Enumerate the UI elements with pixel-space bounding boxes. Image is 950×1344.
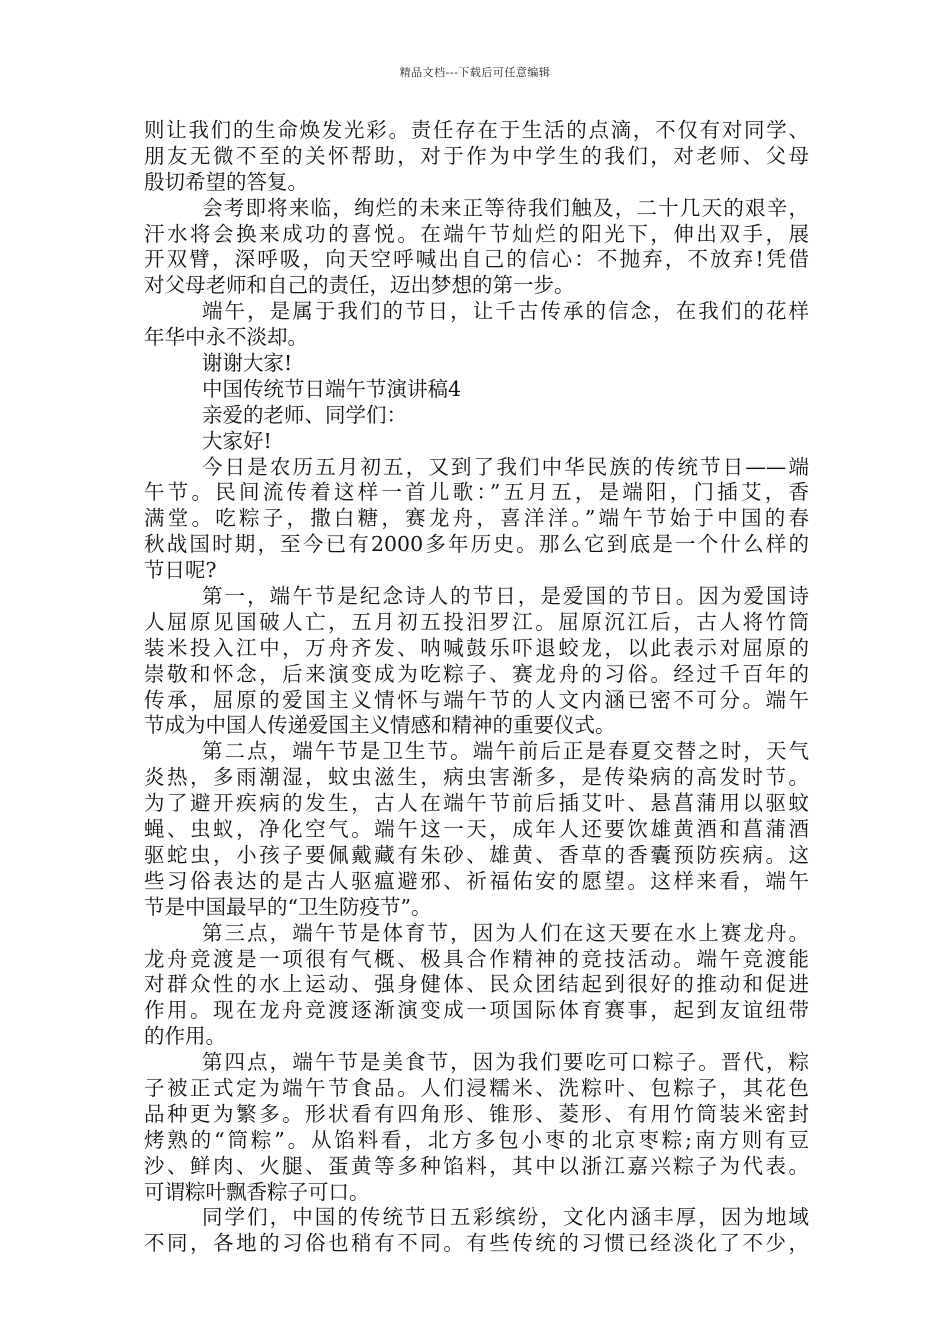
text-line: 驱蛇虫，小孩子要佩戴藏有朱砂、雄黄、香草的香囊预防疾病。这 [144,842,809,867]
text-line: 秋战国时期，至今已有2000多年历史。那么它到底是一个什么样的 [144,532,809,557]
text-line: 人屈原见国破人亡，五月初五投汨罗江。屈原沉江后，古人将竹筒 [144,609,809,634]
text-line: 作用。现在龙舟竞渡逐渐演变成一项国际体育赛事，起到友谊纽带 [144,998,809,1023]
text-line: 为了避开疾病的发生，古人在端午节前后插艾叶、悬菖蒲用以驱蚊 [144,791,809,816]
text-line: 第三点，端午节是体育节，因为人们在这天要在水上赛龙舟。 [202,920,809,945]
text-line: 今日是农历五月初五，又到了我们中华民族的传统节日——端 [202,454,809,479]
text-line: 传承，屈原的爱国主义情怀与端午节的人文内涵已密不可分。端午 [144,687,809,712]
text-line: 龙舟竞渡是一项很有气概、极具合作精神的竞技活动。端午竞渡能 [144,946,809,971]
document-body [144,118,809,1257]
text-line: 第一，端午节是纪念诗人的节日，是爱国的节日。因为爱国诗 [202,584,809,609]
text-line: 烤熟的“筒粽”。从馅料看，北方多包小枣的北京枣粽;南方则有豆 [144,1127,809,1152]
text-line: 亲爱的老师、同学们： [202,402,407,427]
text-line: 第四点，端午节是美食节，因为我们要吃可口粽子。晋代，粽 [202,1050,809,1075]
text-line: 殷切希望的答复。 [144,169,308,194]
text-line: 满堂。吃粽子，撒白糖，赛龙舟，喜洋洋。”端午节始于中国的春 [144,506,809,531]
text-line: 子被正式定为端午节食品。人们浸糯米、洗粽叶、包粽子，其花色 [144,1075,809,1100]
text-line: 节成为中国人传递爱国主义情感和精神的重要仪式。 [144,713,616,738]
text-line: 崇敬和怀念，后来演变成为吃粽子、赛龙舟的习俗。经过千百年的 [144,661,809,686]
text-line: 节日呢? [144,558,217,583]
text-line: 同学们，中国的传统节日五彩缤纷，文化内涵丰厚，因为地域 [202,1205,809,1230]
text-line: 节是中国最早的“卫生防疫节”。 [144,894,432,919]
text-line: 中国传统节日端午节演讲稿4 [202,376,462,401]
text-line: 对父母老师和自己的责任，迈出梦想的第一步。 [144,273,575,298]
text-line: 端午，是属于我们的节日，让千古传承的信念，在我们的花样 [202,299,809,324]
text-line: 会考即将来临，绚烂的未来正等待我们触及，二十几天的艰辛， [202,195,809,220]
text-line: 沙、鲜肉、火腿、蛋黄等多种馅料，其中以浙江嘉兴粽子为代表。 [144,1153,809,1178]
page-header: 精品文档---下载后可任意编辑 [399,66,551,79]
text-line: 大家好! [202,428,272,453]
text-line: 炎热，多雨潮湿，蚊虫滋生，病虫害渐多，是传染病的高发时节。 [144,765,809,790]
text-line: 午节。民间流传着这样一首儿歌：”五月五，是端阳，门插艾，香 [144,480,809,505]
text-line: 对群众性的水上运动、强身健体、民众团结起到很好的推动和促进 [144,972,809,997]
text-line: 些习俗表达的是古人驱瘟避邪、祈福佑安的愿望。这样来看，端午 [144,868,809,893]
text-line: 谢谢大家! [202,351,293,376]
text-line: 开双臂，深呼吸，向天空呼喊出自己的信心：不抛弃，不放弃!凭借 [144,247,809,272]
text-line: 的作用。 [144,1024,226,1049]
text-line: 装米投入江中，万舟齐发、呐喊鼓乐吓退蛟龙，以此表示对屈原的 [144,635,809,660]
text-line: 朋友无微不至的关怀帮助，对于作为中学生的我们，对老师、父母 [144,143,809,168]
text-line: 则让我们的生命焕发光彩。责任存在于生活的点滴，不仅有对同学、 [144,118,809,142]
text-line: 年华中永不淡却。 [144,325,308,350]
text-line: 汗水将会换来成功的喜悦。在端午节灿烂的阳光下，伸出双手，展 [144,221,809,246]
text-line: 第二点，端午节是卫生节。端午前后正是春夏交替之时，天气 [202,739,809,764]
text-line: 可谓粽叶飘香粽子可口。 [144,1179,370,1204]
text-line: 不同，各地的习俗也稍有不同。有些传统的习惯已经淡化了不少， [144,1231,809,1256]
text-line: 蝇、虫蚁，净化空气。端午这一天，成年人还要饮雄黄酒和菖蒲酒 [144,817,809,842]
text-line: 品种更为繁多。形状看有四角形、锥形、菱形、有用竹筒装米密封 [144,1101,809,1126]
